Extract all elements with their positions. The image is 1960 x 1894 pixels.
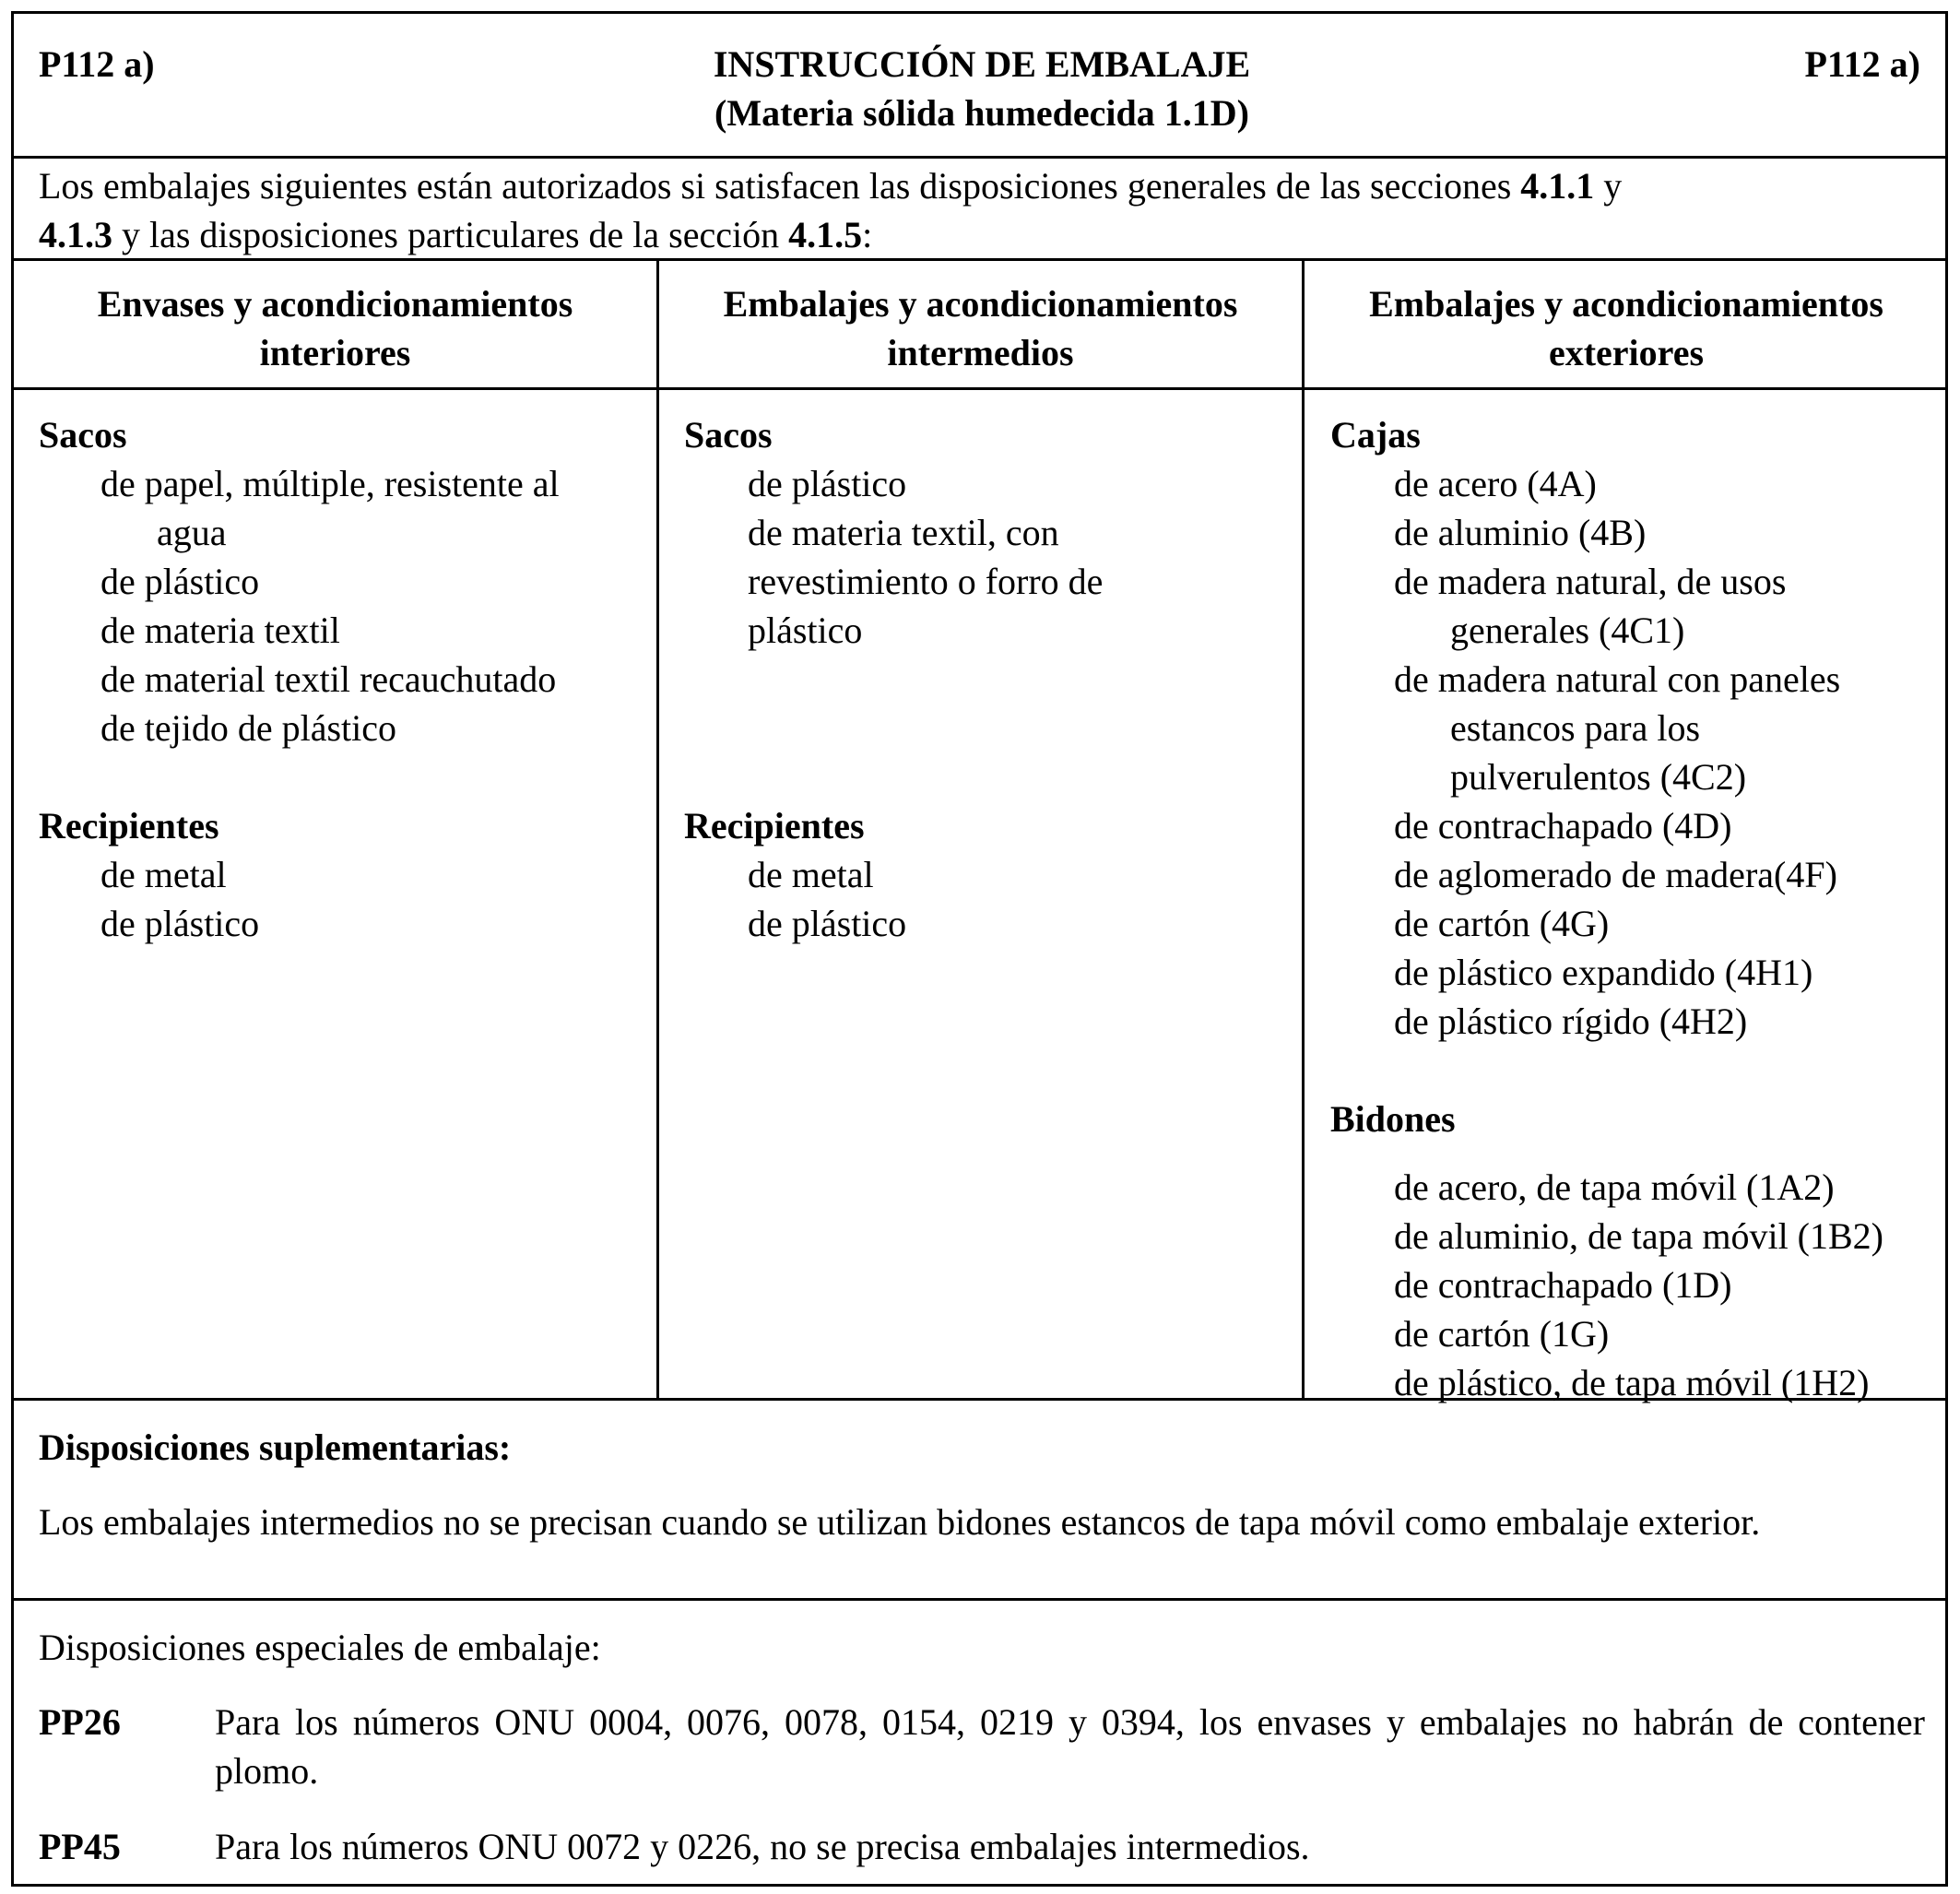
provision-code: PP45 — [39, 1826, 121, 1867]
list-item: pulverulentos (4C2) — [1450, 756, 1747, 798]
special-provisions-title: Disposiciones especiales de embalaje: — [39, 1627, 601, 1668]
rule-after-supplementary — [14, 1598, 1945, 1601]
list-item: agua — [157, 512, 227, 553]
column-divider-2 — [1302, 258, 1305, 1401]
page-subtitle: (Materia sólida humedecida 1.1D) — [714, 92, 1249, 134]
supplementary-text: Los embalajes intermedios no se precisan cuando se utilizan bidones estancos de tapa móvil como embalaje exterior. — [39, 1501, 1761, 1543]
instruction-code-right: P112 a) — [1804, 43, 1920, 85]
instruction-code-left: P112 a) — [39, 43, 155, 85]
list-item: de tejido de plástico — [100, 707, 397, 749]
list-item: de aglomerado de madera(4F) — [1394, 854, 1837, 895]
provision-text: Para los números ONU 0004, 0076, 0078, 0154, 0219 y 0394, los envases y embalajes no habrán de contener plomo. — [215, 1701, 1925, 1792]
list-item: de cartón (1G) — [1394, 1313, 1610, 1355]
list-item: de aluminio (4B) — [1394, 512, 1647, 553]
list-item: estancos para los — [1450, 707, 1701, 749]
list-item: de acero (4A) — [1394, 463, 1597, 504]
list-item: de plástico — [748, 903, 907, 944]
provision-code: PP26 — [39, 1701, 121, 1743]
rule-after-column-headers — [14, 387, 1945, 390]
list-item: de plástico expandido (4H1) — [1394, 952, 1813, 993]
list-item: de plástico, de tapa móvil (1H2) — [1394, 1362, 1870, 1403]
section-heading-recipientes: Recipientes — [684, 805, 865, 846]
list-item: de plástico — [748, 463, 907, 504]
list-item: de materia textil — [100, 610, 340, 651]
intro-line-1: Los embalajes siguientes están autorizados si satisfacen las disposiciones generales de las secciones 4.1.1 y — [39, 165, 1623, 207]
column-header-inner: Envases y acondicionamientos interiores — [97, 283, 573, 373]
list-item: de papel, múltiple, resistente al — [100, 463, 560, 504]
list-item: revestimiento o forro de — [748, 561, 1104, 602]
list-item: de madera natural con paneles — [1394, 658, 1841, 700]
page-title: INSTRUCCIÓN DE EMBALAJE — [713, 43, 1251, 85]
column-header-outer: Embalajes y acondicionamientos exteriores — [1369, 283, 1883, 373]
packing-instruction-table — [11, 11, 1948, 1887]
rule-after-header — [14, 156, 1945, 159]
section-ref: 4.1.5 — [788, 214, 863, 255]
list-item: de plástico rígido (4H2) — [1394, 1000, 1748, 1042]
list-item: de plástico — [100, 903, 260, 944]
list-item: de contrachapado (1D) — [1394, 1264, 1732, 1306]
list-item: de aluminio, de tapa móvil (1B2) — [1394, 1215, 1883, 1257]
section-heading-sacos: Sacos — [684, 414, 773, 456]
intro-line-2: 4.1.3 y las disposiciones particulares de la sección 4.1.5: — [39, 214, 873, 255]
list-item: de cartón (4G) — [1394, 903, 1610, 944]
column-divider-1 — [656, 258, 659, 1401]
section-heading-cajas: Cajas — [1330, 414, 1421, 456]
section-heading-sacos: Sacos — [39, 414, 127, 456]
list-item: de contrachapado (4D) — [1394, 805, 1732, 846]
column-header-intermediate: Embalajes y acondicionamientos intermedios — [723, 283, 1238, 373]
provision-text: Para los números ONU 0072 y 0226, no se precisa embalajes intermedios. — [215, 1826, 1310, 1867]
section-heading-bidones: Bidones — [1330, 1098, 1456, 1140]
list-item: de metal — [748, 854, 874, 895]
list-item: de metal — [100, 854, 227, 895]
section-ref: 4.1.3 — [39, 214, 112, 255]
list-item: generales (4C1) — [1450, 610, 1685, 651]
list-item: de plástico — [100, 561, 260, 602]
list-item: plástico — [748, 610, 863, 651]
section-ref: 4.1.1 — [1520, 165, 1595, 207]
list-item: de acero, de tapa móvil (1A2) — [1394, 1166, 1835, 1208]
list-item: de madera natural, de usos — [1394, 561, 1787, 602]
supplementary-title: Disposiciones suplementarias: — [39, 1426, 512, 1468]
list-item: de material textil recauchutado — [100, 658, 557, 700]
list-item: de materia textil, con — [748, 512, 1059, 553]
section-heading-recipientes: Recipientes — [39, 805, 219, 846]
